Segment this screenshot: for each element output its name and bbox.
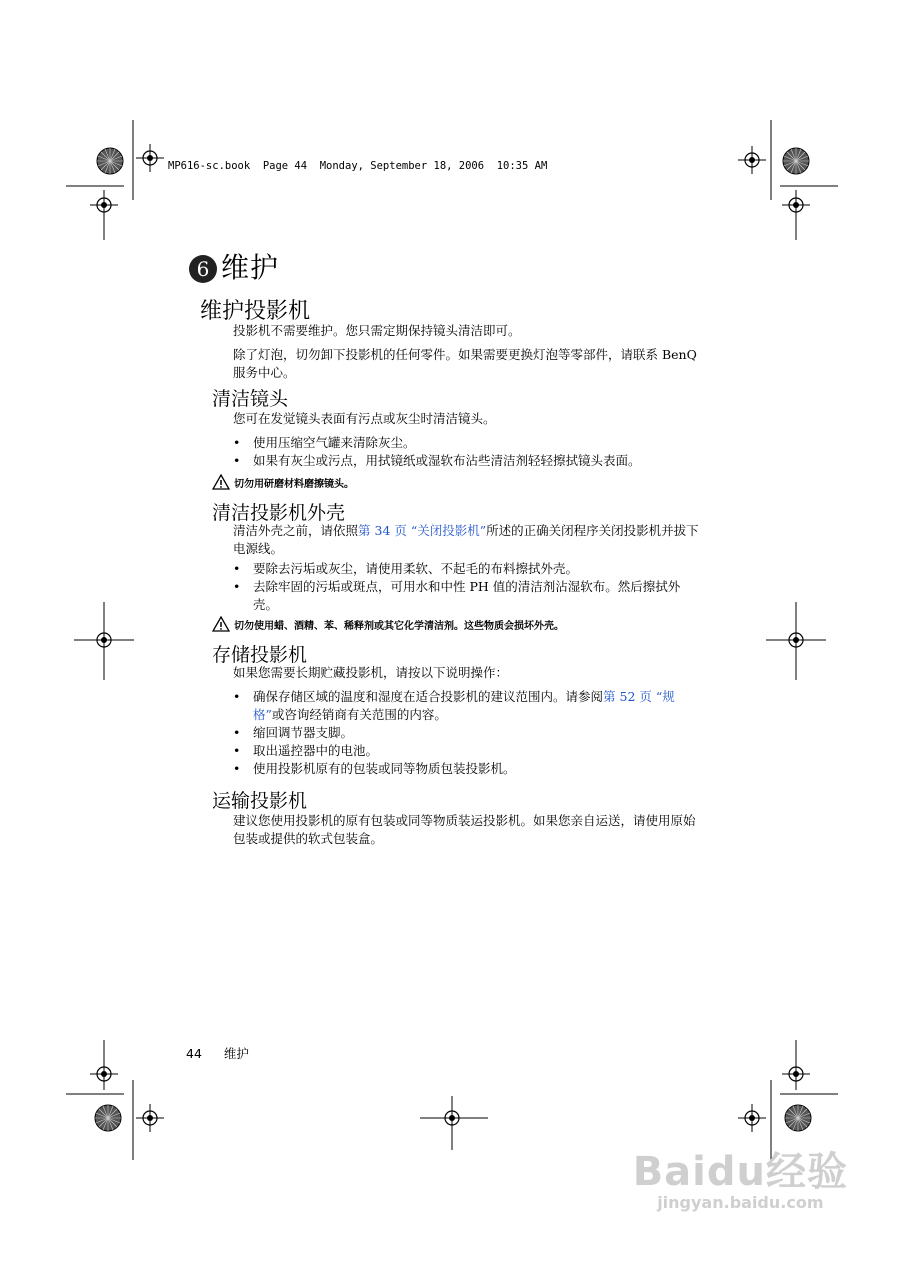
storage-intro: 如果您需要长期贮藏投影机，请按以下说明操作：: [233, 665, 509, 680]
section-title-storage: 存储投影机: [212, 644, 308, 666]
list-item: • 要除去污垢或灰尘，请使用柔软、不起毛的布料擦拭外壳。: [233, 560, 698, 578]
page-52-link[interactable]: 第 52 页 “规格”: [253, 689, 675, 722]
chapter-title: 维护: [221, 251, 280, 284]
page-number: 44: [186, 1046, 202, 1061]
baidu-watermark: [633, 1140, 848, 1212]
list-item: • 缩回调节器支脚。: [233, 724, 698, 742]
warning-icon: [212, 616, 230, 632]
warning-text: 切勿用研磨材料磨擦镜头。: [234, 478, 354, 490]
chapter-heading: [189, 246, 279, 286]
storage-bullet-list: [233, 688, 698, 778]
storage-bullet-1-text: 确保存储区域的温度和湿度在适合投影机的建议范围内。请参阅: [253, 689, 604, 704]
housing-intro: [233, 522, 711, 558]
list-item: • 如果有灰尘或污点，用拭镜纸或湿软布沾些清洁剂轻轻擦拭镜头表面。: [233, 452, 713, 470]
list-item: • 取出遥控器中的电池。: [233, 742, 698, 760]
section-title-transport: 运输投影机: [212, 790, 308, 812]
watermark-logo: Baidu经验: [632, 1149, 848, 1195]
storage-bullet-1-text-2: 或咨询经销商有关范围的内容。: [271, 707, 447, 722]
care-paragraph-1: 投影机不需要维护。您只需定期保持镜头清洁即可。: [233, 323, 521, 338]
watermark-url: jingyan.baidu.com: [657, 1193, 824, 1212]
housing-warning: [212, 616, 564, 632]
housing-intro-text-2: 所述的正确关闭程序关闭投影机并拔下电源线。: [233, 523, 699, 556]
file-info-header: MP616-sc.book Page 44 Monday, September 18, 2006 10:35 AM: [168, 160, 548, 172]
lens-intro: 您可在发觉镜头表面有污点或灰尘时清洁镜头。: [233, 411, 496, 426]
warning-text: 切勿使用蜡、酒精、苯、稀释剂或其它化学清洁剂。这些物质会损坏外壳。: [234, 620, 564, 632]
list-item: • 使用投影机原有的包装或同等物质包装投影机。: [233, 760, 698, 778]
section-title-housing: 清洁投影机外壳: [212, 502, 346, 524]
list-item: [233, 688, 698, 724]
lens-warning: [212, 474, 354, 490]
section-title-care: 维护投影机: [200, 299, 311, 324]
footer-chapter: 维护: [223, 1046, 249, 1061]
lens-bullet-list: [233, 434, 713, 470]
page-footer: [186, 1044, 249, 1062]
housing-bullet-list: [233, 560, 698, 614]
warning-icon: [212, 474, 230, 490]
transport-text: 建议您使用投影机的原有包装或同等物质装运投影机。如果您亲自运送，请使用原始包装或提供的软式包装盒。: [233, 813, 696, 846]
list-item: • 使用压缩空气罐来清除灰尘。: [233, 434, 713, 452]
page-34-link[interactable]: 第 34 页 “关闭投影机”: [358, 523, 487, 538]
care-paragraph-2: 除了灯泡，切勿卸下投影机的任何零件。如果需要更换灯泡等零部件，请联系 BenQ 服务中心。: [233, 347, 697, 380]
chapter-number-badge: 6: [189, 255, 217, 283]
section-title-lens: 清洁镜头: [212, 388, 289, 410]
housing-intro-text: 清洁外壳之前，请依照: [233, 523, 359, 538]
list-item: • 去除牢固的污垢或斑点，可用水和中性 PH 值的清洁剂沾湿软布。然后擦拭外壳。: [233, 578, 698, 614]
